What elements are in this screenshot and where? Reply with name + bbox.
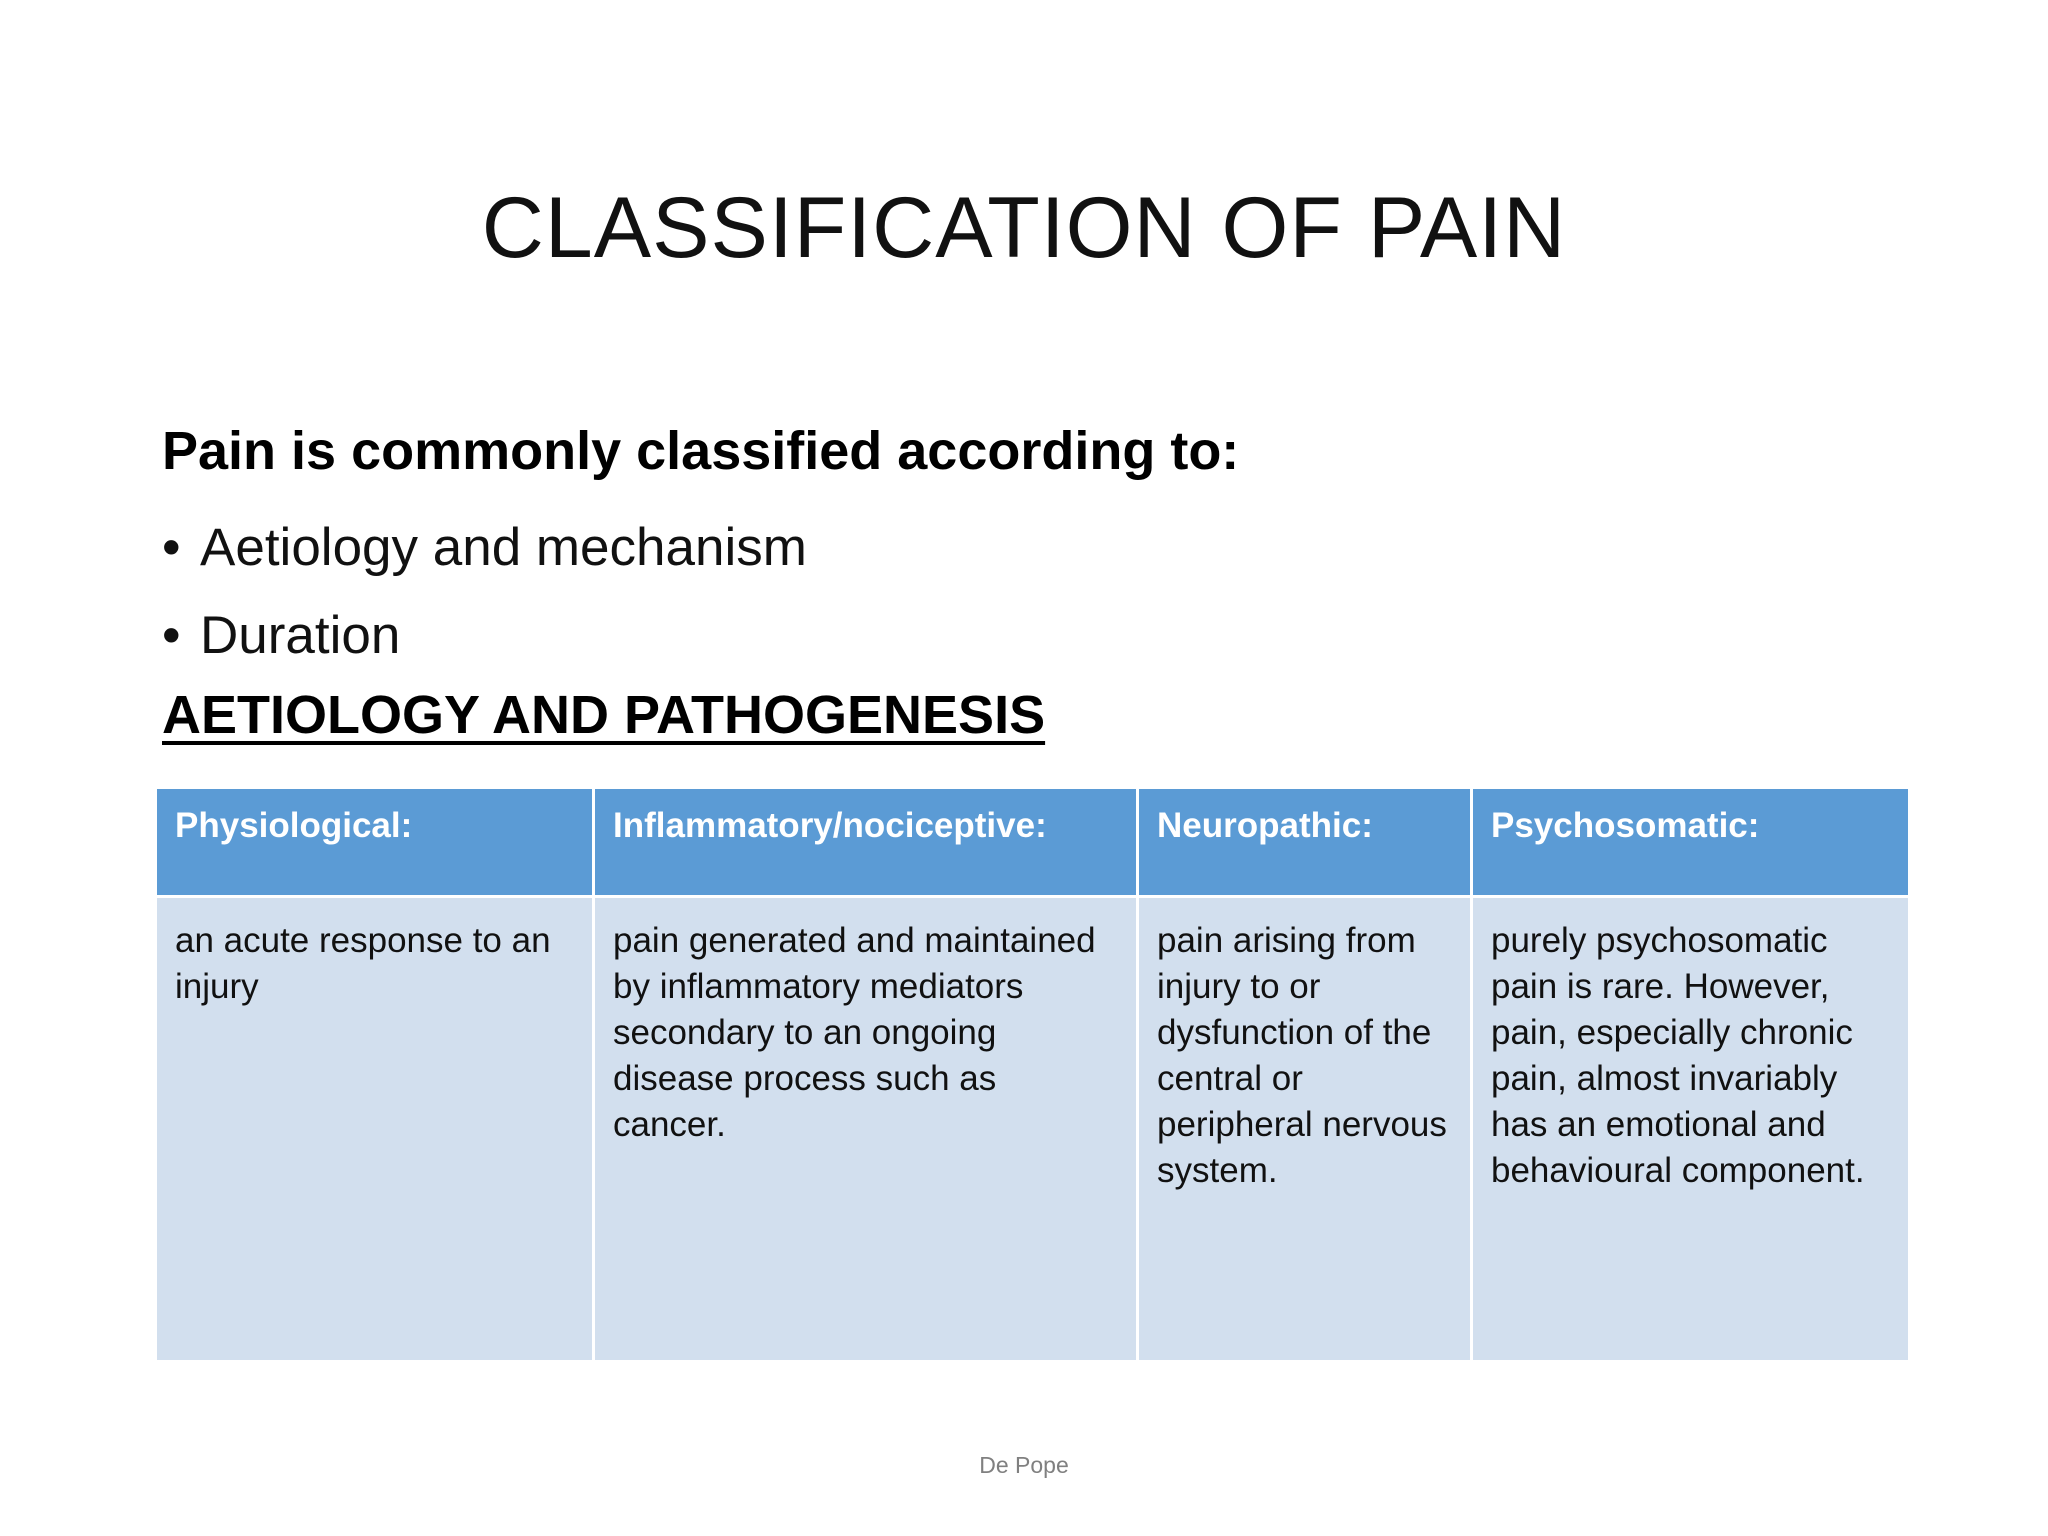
- bullet-item: [162, 592, 807, 680]
- bullet-text: Aetiology and mechanism: [200, 518, 807, 577]
- slide-footer: De Pope: [979, 1452, 1069, 1478]
- table-row: [156, 897, 1910, 1362]
- table-cell: pain arising from injury to or dysfunction of the central or peripheral nervous system.: [1138, 897, 1472, 1362]
- table-header-row: [156, 788, 1910, 897]
- table-cell: pain generated and maintained by inflammatory mediators secondary to an ongoing disease process such as cancer.: [594, 897, 1138, 1362]
- bullet-item: [162, 504, 807, 592]
- pain-classification-table: [154, 786, 1911, 1363]
- table-header-cell: Psychosomatic:: [1472, 788, 1910, 897]
- table-cell: purely psychosomatic pain is rare. However, pain, especially chronic pain, almost invariably has an emotional and behavioural component.: [1472, 897, 1910, 1362]
- table-header-cell: Physiological:: [156, 788, 594, 897]
- bullet-text: Duration: [200, 606, 401, 665]
- bullet-dot-icon: •: [162, 518, 181, 577]
- bullet-dot-icon: •: [162, 606, 181, 665]
- bullet-list: [162, 504, 807, 680]
- intro-text: Pain is commonly classified according to:: [162, 421, 1240, 481]
- table-cell: an acute response to an injury: [156, 897, 594, 1362]
- slide-title: CLASSIFICATION OF PAIN: [481, 180, 1567, 276]
- table-header-cell: Inflammatory/nociceptive:: [594, 788, 1138, 897]
- section-heading: AETIOLOGY AND PATHOGENESIS: [162, 685, 1046, 745]
- table-header-cell: Neuropathic:: [1138, 788, 1472, 897]
